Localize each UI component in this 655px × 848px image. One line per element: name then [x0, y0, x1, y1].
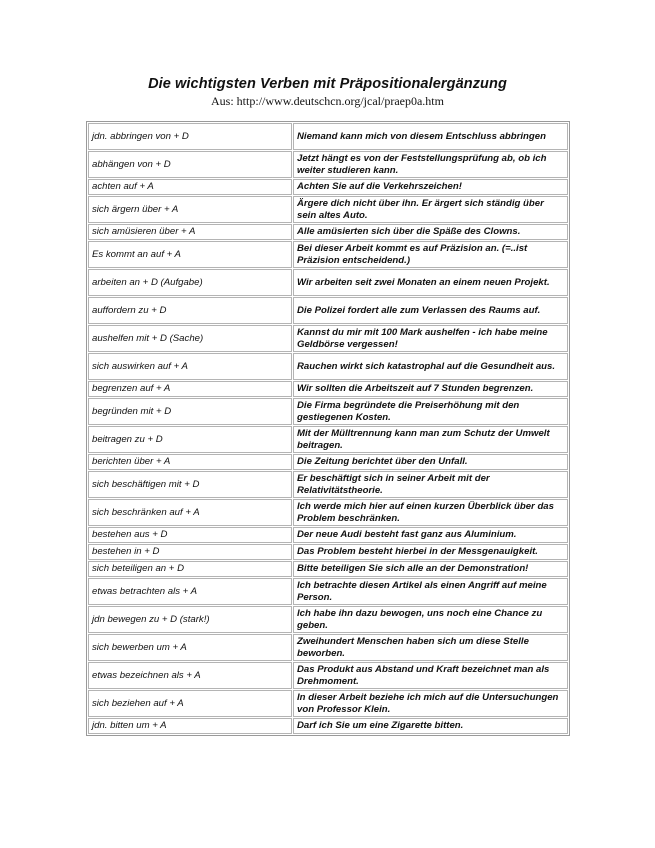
verb-cell: sich beschäftigen mit + D — [88, 471, 292, 498]
verb-cell: sich bewerben um + A — [88, 634, 292, 661]
table-row — [88, 297, 568, 324]
example-cell: Darf ich Sie um eine Zigarette bitten. — [293, 718, 568, 734]
example-cell: Kannst du mir mit 100 Mark aushelfen - ich habe meine Geldbörse vergessen! — [293, 325, 568, 352]
table-row — [88, 241, 568, 268]
table-row — [88, 381, 568, 397]
table-row — [88, 690, 568, 717]
example-cell: Bitte beteiligen Sie sich alle an der Demonstration! — [293, 561, 568, 577]
table-row — [88, 634, 568, 661]
example-cell: Die Polizei fordert alle zum Verlassen des Raums auf. — [293, 297, 568, 324]
table-row — [88, 269, 568, 296]
table-row — [88, 151, 568, 178]
verb-cell: Es kommt an auf + A — [88, 241, 292, 268]
verb-table — [86, 121, 570, 736]
table-row — [88, 179, 568, 195]
verb-cell: jdn. bitten um + A — [88, 718, 292, 734]
example-cell: Die Zeitung berichtet über den Unfall. — [293, 454, 568, 470]
table-row — [88, 527, 568, 543]
verb-cell: aushelfen mit + D (Sache) — [88, 325, 292, 352]
verb-cell: beitragen zu + D — [88, 426, 292, 453]
verb-cell: berichten über + A — [88, 454, 292, 470]
example-cell: Das Produkt aus Abstand und Kraft bezeichnet man als Drehmoment. — [293, 662, 568, 689]
verb-cell: arbeiten an + D (Aufgabe) — [88, 269, 292, 296]
verb-cell: abhängen von + D — [88, 151, 292, 178]
example-cell: Alle amüsierten sich über die Späße des Clowns. — [293, 224, 568, 240]
verb-cell: etwas betrachten als + A — [88, 578, 292, 605]
table-row — [88, 398, 568, 425]
verb-cell: jdn. abbringen von + D — [88, 123, 292, 150]
example-cell: Ich habe ihn dazu bewogen, uns noch eine Chance zu geben. — [293, 606, 568, 633]
table-row — [88, 606, 568, 633]
verb-cell: auffordern zu + D — [88, 297, 292, 324]
example-cell: Zweihundert Menschen haben sich um diese Stelle beworben. — [293, 634, 568, 661]
example-cell: Ich werde mich hier auf einen kurzen Überblick über das Problem beschränken. — [293, 499, 568, 526]
example-cell: Bei dieser Arbeit kommt es auf Präzision an. (=..ist Präzision entscheidend.) — [293, 241, 568, 268]
table-row — [88, 662, 568, 689]
verb-cell: sich beteiligen an + D — [88, 561, 292, 577]
example-cell: Die Firma begründete die Preiserhöhung mit den gestiegenen Kosten. — [293, 398, 568, 425]
table-row — [88, 123, 568, 150]
verb-cell: begründen mit + D — [88, 398, 292, 425]
table-row — [88, 718, 568, 734]
example-cell: Rauchen wirkt sich katastrophal auf die Gesundheit aus. — [293, 353, 568, 380]
verb-cell: bestehen aus + D — [88, 527, 292, 543]
verb-cell: etwas bezeichnen als + A — [88, 662, 292, 689]
table-row — [88, 325, 568, 352]
example-cell: In dieser Arbeit beziehe ich mich auf die Untersuchungen von Professor Klein. — [293, 690, 568, 717]
table-row — [88, 561, 568, 577]
verb-cell: bestehen in + D — [88, 544, 292, 560]
example-cell: Ärgere dich nicht über ihn. Er ärgert sich ständig über sein altes Auto. — [293, 196, 568, 223]
example-cell: Wir sollten die Arbeitszeit auf 7 Stunden begrenzen. — [293, 381, 568, 397]
verb-cell: sich auswirken auf + A — [88, 353, 292, 380]
document-title: Die wichtigsten Verben mit Präpositionalergänzung — [148, 76, 507, 92]
table-row — [88, 454, 568, 470]
verb-cell: sich amüsieren über + A — [88, 224, 292, 240]
example-cell: Wir arbeiten seit zwei Monaten an einem neuen Projekt. — [293, 269, 568, 296]
verb-cell: achten auf + A — [88, 179, 292, 195]
table-row — [88, 224, 568, 240]
example-cell: Das Problem besteht hierbei in der Messgenauigkeit. — [293, 544, 568, 560]
table-row — [88, 196, 568, 223]
table-row — [88, 544, 568, 560]
example-cell: Achten Sie auf die Verkehrszeichen! — [293, 179, 568, 195]
example-cell: Der neue Audi besteht fast ganz aus Aluminium. — [293, 527, 568, 543]
verb-cell: sich beschränken auf + A — [88, 499, 292, 526]
example-cell: Niemand kann mich von diesem Entschluss abbringen — [293, 123, 568, 150]
verb-cell: jdn bewegen zu + D (stark!) — [88, 606, 292, 633]
verb-cell: sich beziehen auf + A — [88, 690, 292, 717]
verb-cell: sich ärgern über + A — [88, 196, 292, 223]
example-cell: Er beschäftigt sich in seiner Arbeit mit der Relativitätstheorie. — [293, 471, 568, 498]
table-row — [88, 471, 568, 498]
example-cell: Ich betrachte diesen Artikel als einen Angriff auf meine Person. — [293, 578, 568, 605]
document-source: Aus: http://www.deutschcn.org/jcal/praep0a.htm — [211, 94, 444, 108]
table-row — [88, 353, 568, 380]
table-row — [88, 578, 568, 605]
table-row — [88, 426, 568, 453]
example-cell: Mit der Mülltrennung kann man zum Schutz der Umwelt beitragen. — [293, 426, 568, 453]
example-cell: Jetzt hängt es von der Feststellungsprüfung ab, ob ich weiter studieren kann. — [293, 151, 568, 178]
verb-cell: begrenzen auf + A — [88, 381, 292, 397]
table-row — [88, 499, 568, 526]
